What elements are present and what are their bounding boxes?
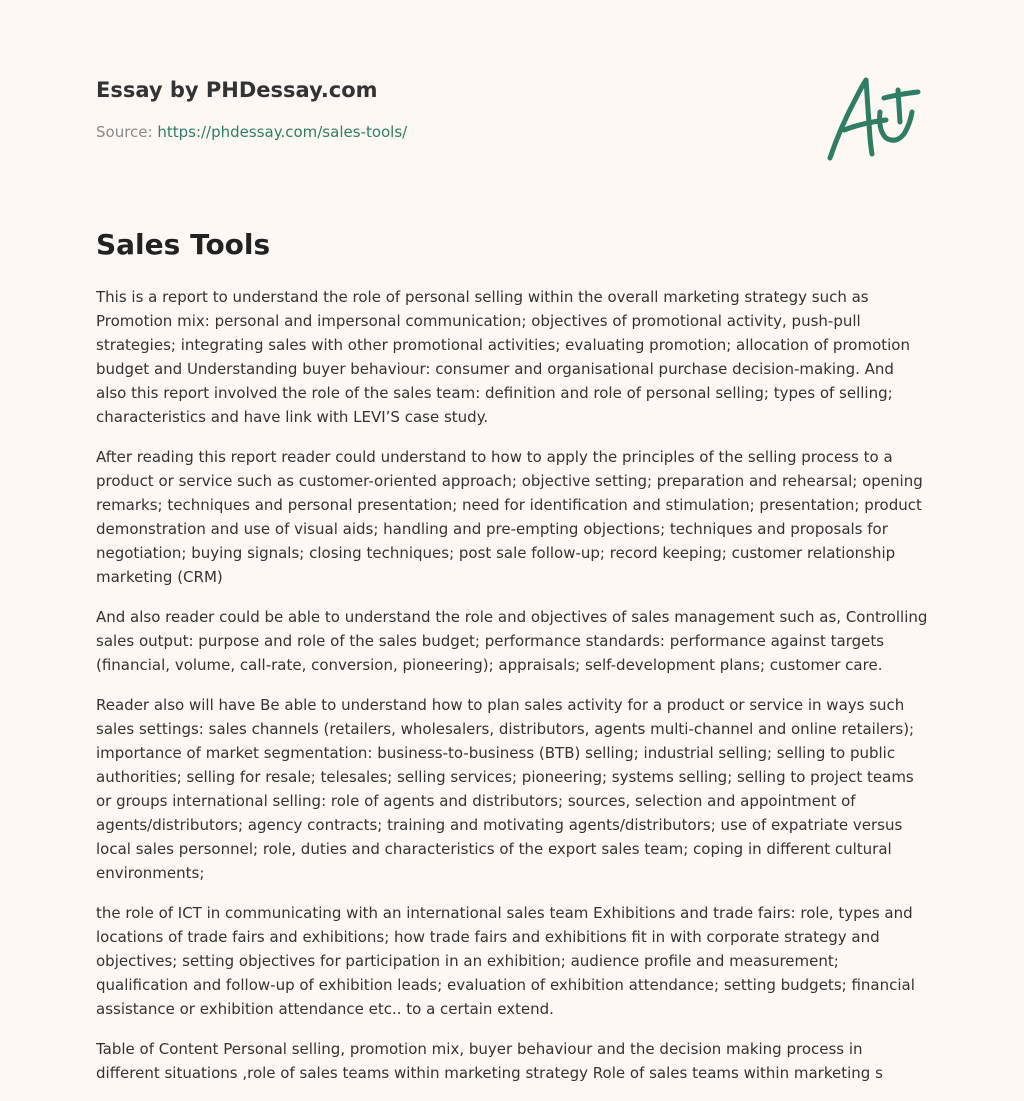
essay-paragraph: Reader also will have Be able to understand how to plan sales activity for a product or service in ways such sales settings: sales channels (retailers, wholesalers, distributors, agents multi-channel and online retailers); importance of market segmentation: business-to-business (BTB) selling; industrial selling; selling to public authorities; selling for resale; telesales; selling services; pioneering; systems selling; selling to project teams or groups international selling: role of agents and distributors; sources, selection and appointment of agents/distributors; agency contracts; training and motivating agents/distributors; use of expatriate versus local sales personnel; role, duties and characteristics of the export sales team; coping in different cultural environments;: [96, 696, 915, 882]
source-line: [96, 122, 696, 142]
essay-paragraph: Table of Content Personal selling, promotion mix, buyer behaviour and the decision making process in different situations ,role of sales teams within marketing strategy Role of sales teams within marketing s: [96, 1040, 883, 1082]
essay-paragraph: the role of ICT in communicating with an international sales team Exhibitions and trade fairs: role, types and locations of trade fairs and exhibitions; how trade fairs and exhibitions fit in with corporate strategy and objectives; setting objectives for participation in an exhibition; audience profile and measurement; qualification and follow-up of exhibition leads; evaluation of exhibition attendance; setting budgets; financial assistance or exhibition attendance etc.. to a certain extend.: [96, 904, 915, 1018]
site-brand: Essay by PHDessay.com: [96, 78, 378, 102]
source-link[interactable]: https://phdessay.com/sales-tools/: [157, 123, 408, 141]
essay-paragraph: This is a report to understand the role of personal selling within the overall marketing strategy such as Promotion mix: personal and impersonal communication; objectives of promotional activity, push-pull strategies; integrating sales with other promotional activities; evaluating promotion; allocation of promotion budget and Understanding buyer behaviour: consumer and organisational purchase decision-making. And also this report involved the role of the sales team: definition and role of personal selling; types of selling; characteristics and have link with LEVI’S case study.: [96, 288, 910, 426]
essay-body: [96, 285, 928, 1101]
essay-paragraph: And also reader could be able to understand the role and objectives of sales management such as, Controlling sales output: purpose and role of the sales budget; performance standards: performance against targets (financial, volume, call-rate, conversion, pioneering); appraisals; self-development plans; customer care.: [96, 608, 928, 674]
essay-title: Sales Tools: [96, 228, 271, 261]
essay-paragraph: After reading this report reader could understand to how to apply the principles of the selling process to a product or service such as customer-oriented approach; objective setting; preparation and rehearsal; opening remarks; techniques and personal presentation; need for identification and stimulation; presentation; product demonstration and use of visual aids; handling and pre-empting objections; techniques and proposals for negotiation; buying signals; closing techniques; post sale follow-up; record keeping; customer relationship marketing (CRM): [96, 448, 923, 586]
essay-header: [96, 76, 696, 142]
source-label: Source:: [96, 123, 158, 141]
a-plus-grade-logo-icon: [822, 68, 926, 164]
